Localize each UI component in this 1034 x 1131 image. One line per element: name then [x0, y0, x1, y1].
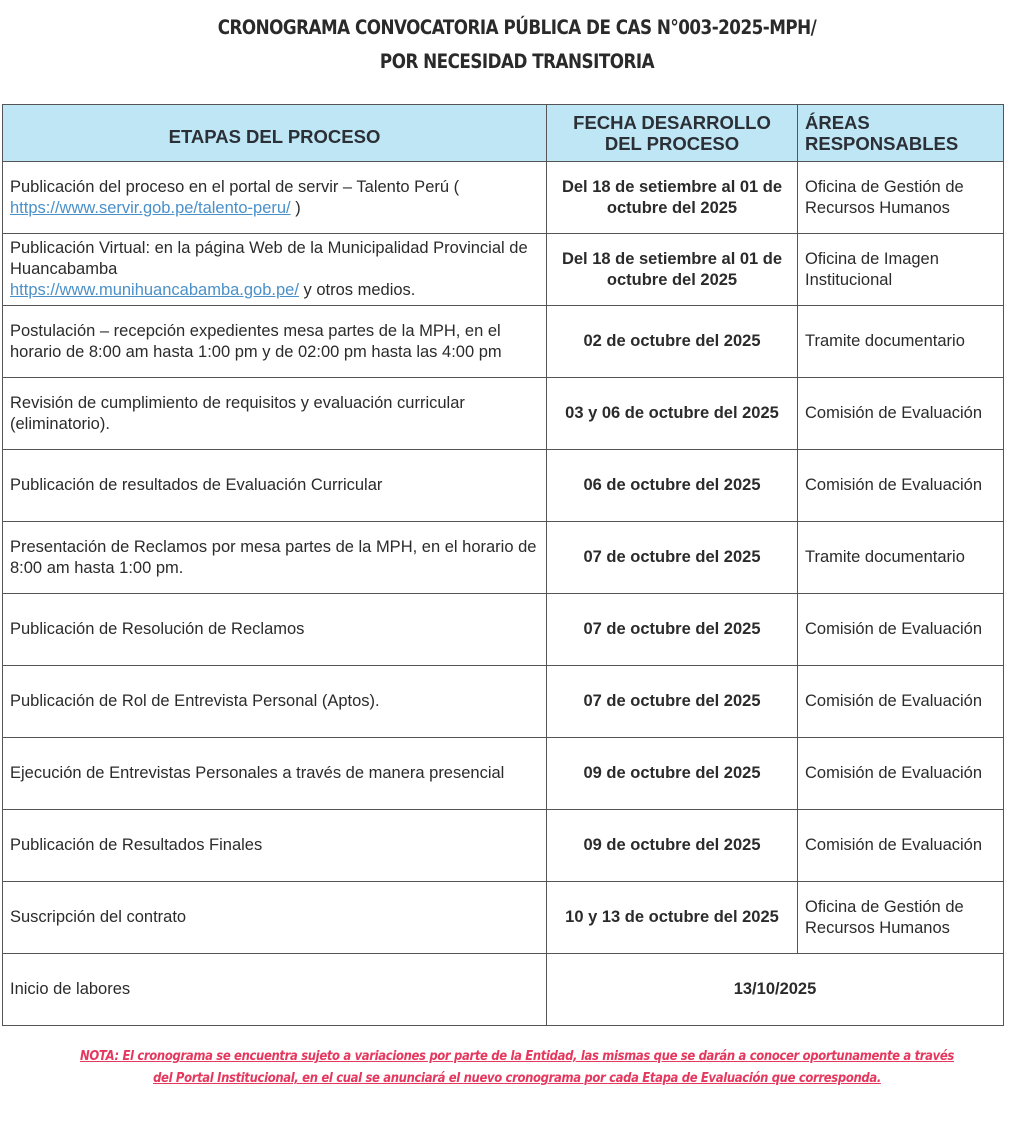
date-cell: 06 de octubre del 2025	[547, 450, 798, 522]
schedule-table	[2, 104, 1004, 1026]
date-cell: 07 de octubre del 2025	[547, 594, 798, 666]
date-cell: Del 18 de setiembre al 01 de octubre del 2025	[547, 234, 798, 306]
table-row	[3, 378, 1004, 450]
document-title-line-1: CRONOGRAMA CONVOCATORIA PÚBLICA DE CAS N°003-2025-MPH/	[217, 16, 817, 39]
header-areas: ÁREAS RESPONSABLES	[798, 105, 1004, 162]
stage-cell: Revisión de cumplimiento de requisitos y evaluación curricular (eliminatorio).	[3, 378, 547, 450]
stage-cell: Publicación de resultados de Evaluación Curricular	[3, 450, 547, 522]
table-row	[3, 738, 1004, 810]
stage-cell: Publicación de Resultados Finales	[3, 810, 547, 882]
table-row	[3, 306, 1004, 378]
table-row	[3, 234, 1004, 306]
date-cell: 02 de octubre del 2025	[547, 306, 798, 378]
stage-text: Publicación del proceso en el portal de servir – Talento Perú (	[10, 177, 460, 196]
servir-link[interactable]: https://www.servir.gob.pe/talento-peru/	[10, 198, 291, 217]
table-row	[3, 810, 1004, 882]
area-cell: Comisión de Evaluación	[798, 594, 1004, 666]
date-cell: 09 de octubre del 2025	[547, 810, 798, 882]
header-etapas: ETAPAS DEL PROCESO	[3, 105, 547, 162]
date-cell: 10 y 13 de octubre del 2025	[547, 882, 798, 954]
start-date-cell: 13/10/2025	[547, 954, 1004, 1026]
table-row	[3, 450, 1004, 522]
date-cell: 03 y 06 de octubre del 2025	[547, 378, 798, 450]
area-cell: Tramite documentario	[798, 522, 1004, 594]
area-cell: Comisión de Evaluación	[798, 810, 1004, 882]
stage-cell: Inicio de labores	[3, 954, 547, 1026]
area-cell: Oficina de Gestión de Recursos Humanos	[798, 162, 1004, 234]
area-cell: Tramite documentario	[798, 306, 1004, 378]
stage-text: Publicación Virtual: en la página Web de la Municipalidad Provincial de Huancabamba	[10, 239, 528, 278]
stage-cell: Suscripción del contrato	[3, 882, 547, 954]
table-row-final	[3, 954, 1004, 1026]
date-cell: 07 de octubre del 2025	[547, 522, 798, 594]
stage-cell: Publicación de Rol de Entrevista Personal (Aptos).	[3, 666, 547, 738]
schedule-note: NOTA: El cronograma se encuentra sujeto a variaciones por parte de la Entidad, las mismas que se darán a conocer oportunamente a través del Portal Institucional, en el cual se anunciará el nuevo cronograma por cada Etapa de Evaluación que corresponda.	[80, 1048, 954, 1086]
header-fecha: FECHA DESARROLLO DEL PROCESO	[547, 105, 798, 162]
stage-cell: Presentación de Reclamos por mesa partes de la MPH, en el horario de 8:00 am hasta 1:00 pm.	[3, 522, 547, 594]
area-cell: Oficina de Gestión de Recursos Humanos	[798, 882, 1004, 954]
stage-cell	[3, 234, 547, 306]
table-row	[3, 882, 1004, 954]
area-cell: Comisión de Evaluación	[798, 666, 1004, 738]
stage-text-after: )	[290, 198, 301, 217]
stage-cell: Ejecución de Entrevistas Personales a través de manera presencial	[3, 738, 547, 810]
table-row	[3, 522, 1004, 594]
stage-cell: Publicación de Resolución de Reclamos	[3, 594, 547, 666]
area-cell: Comisión de Evaluación	[798, 450, 1004, 522]
table-row	[3, 162, 1004, 234]
stage-cell: Postulación – recepción expedientes mesa partes de la MPH, en el horario de 8:00 am hasta 1:00 pm y de 02:00 pm hasta las 4:00 pm	[3, 306, 547, 378]
stage-text-after: y otros medios.	[298, 281, 416, 299]
area-cell: Comisión de Evaluación	[798, 378, 1004, 450]
document-title-line-2: POR NECESIDAD TRANSITORIA	[379, 50, 655, 73]
stage-cell	[3, 162, 547, 234]
table-row	[3, 594, 1004, 666]
table-row	[3, 666, 1004, 738]
munihuancabamba-link[interactable]: https://www.munihuancabamba.gob.pe/	[10, 281, 299, 299]
table-header-row	[3, 105, 1004, 162]
date-cell: Del 18 de setiembre al 01 de octubre del 2025	[547, 162, 798, 234]
date-cell: 09 de octubre del 2025	[547, 738, 798, 810]
area-cell: Comisión de Evaluación	[798, 738, 1004, 810]
area-cell: Oficina de Imagen Institucional	[798, 234, 1004, 306]
date-cell: 07 de octubre del 2025	[547, 666, 798, 738]
